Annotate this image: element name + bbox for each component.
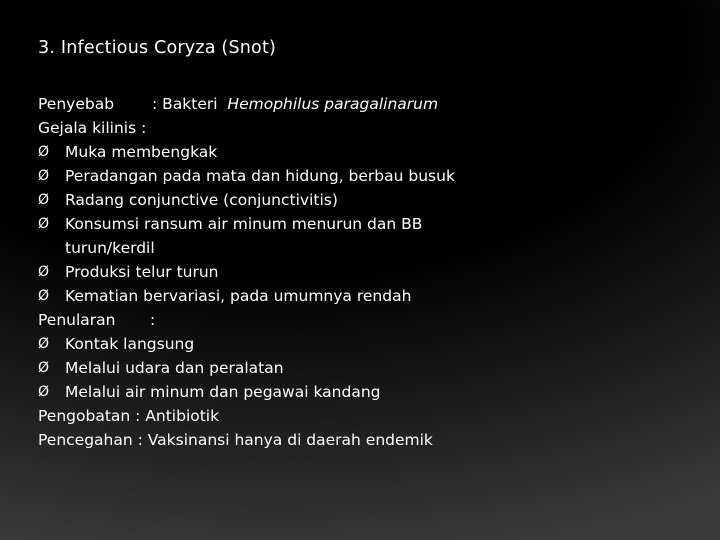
arrow-bullet-icon: Ø (38, 192, 50, 208)
penularan-item (38, 380, 698, 404)
arrow-bullet-icon: Ø (38, 336, 50, 352)
gejala-item-text: Peradangan pada mata dan hidung, berbau busuk (65, 167, 455, 185)
slide-title: 3. Infectious Coryza (Snot) (38, 38, 277, 58)
penularan-item-text: Melalui udara dan peralatan (65, 359, 284, 377)
arrow-bullet-icon: Ø (38, 288, 50, 304)
penularan-line (38, 308, 698, 332)
arrow-bullet-icon: Ø (38, 360, 50, 376)
penyebab-line (38, 92, 698, 116)
gejala-item-text: Kematian bervariasi, pada umumnya rendah (65, 287, 412, 305)
gejala-item-text: Produksi telur turun (65, 263, 219, 281)
gejala-item (38, 212, 698, 236)
penularan-item (38, 356, 698, 380)
arrow-bullet-icon: Ø (38, 264, 50, 280)
penularan-item (38, 332, 698, 356)
arrow-bullet-icon: Ø (38, 144, 50, 160)
arrow-bullet-icon: Ø (38, 168, 50, 184)
penyebab-separator: : Bakteri (152, 95, 218, 113)
gejala-item (38, 188, 698, 212)
gejala-item-continuation: turun/kerdil (65, 239, 155, 257)
arrow-bullet-icon: Ø (38, 216, 50, 232)
gejala-item (38, 260, 698, 284)
slide-body (38, 92, 698, 452)
gejala-item-text: Radang conjunctive (conjunctivitis) (65, 191, 338, 209)
penularan-separator: : (150, 311, 156, 329)
gejala-item-text: Konsumsi ransum air minum menurun dan BB (65, 215, 423, 233)
pencegahan-line: Pencegahan : Vaksinansi hanya di daerah endemik (38, 431, 433, 449)
gejala-label: Gejala kilinis : (38, 119, 147, 137)
gejala-item (38, 284, 698, 308)
penyebab-label: Penyebab (38, 95, 115, 113)
penularan-item-text: Kontak langsung (65, 335, 195, 353)
gejala-item (38, 164, 698, 188)
pengobatan-line: Pengobatan : Antibiotik (38, 407, 220, 425)
penularan-item-text: Melalui air minum dan pegawai kandang (65, 383, 381, 401)
pathogen-name: Hemophilus paragalinarum (227, 95, 439, 113)
gejala-item-text: Muka membengkak (65, 143, 218, 161)
penularan-label: Penularan (38, 311, 116, 329)
arrow-bullet-icon: Ø (38, 384, 50, 400)
gejala-item (38, 140, 698, 164)
